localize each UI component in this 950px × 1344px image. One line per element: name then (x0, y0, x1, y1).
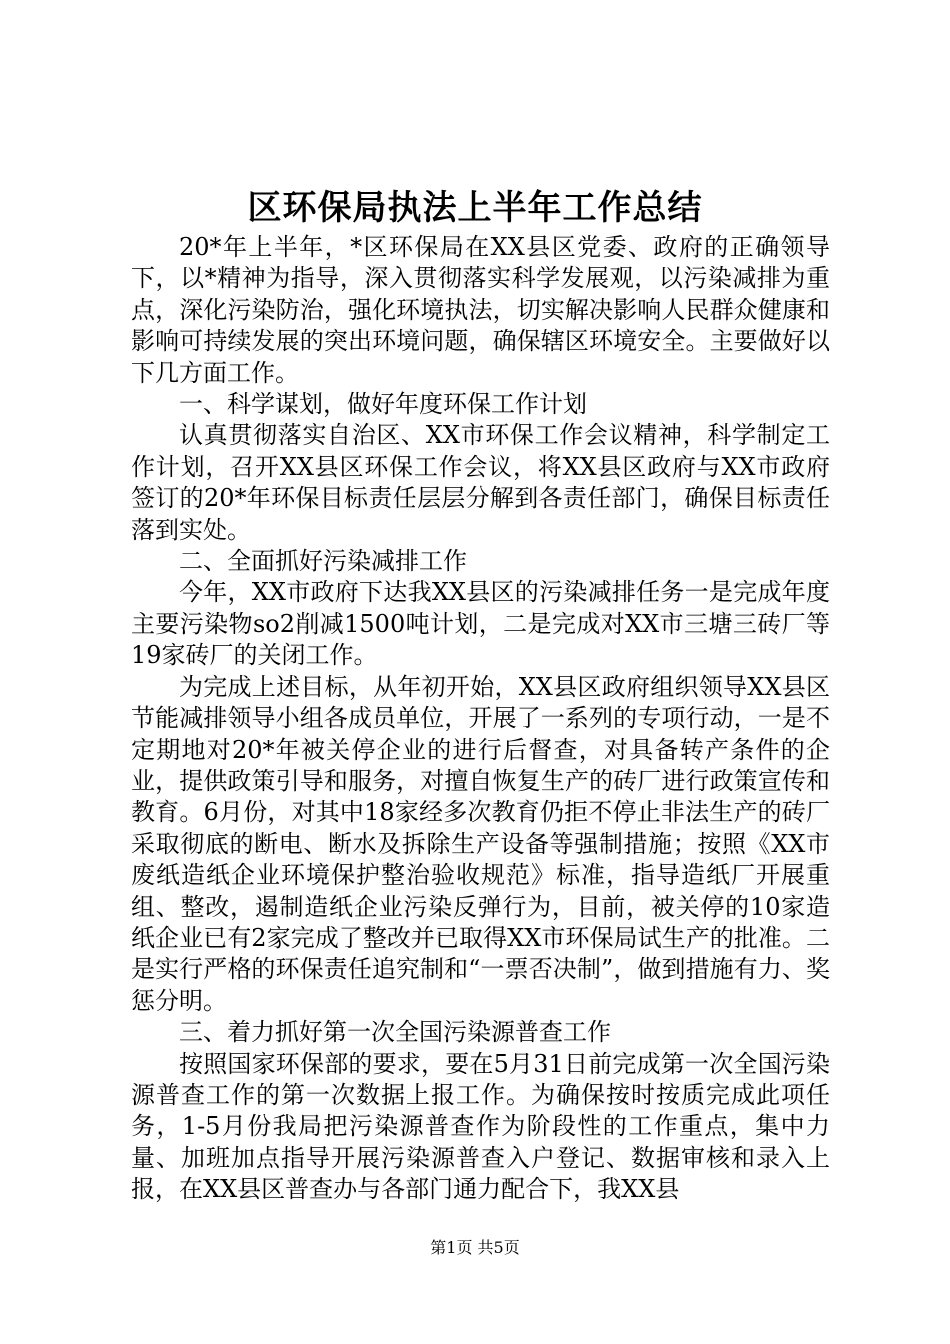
section-heading-2: 二、全面抓好污染减排工作 (179, 547, 467, 576)
section-heading-3: 三、着力抓好第一次全国污染源普查工作 (179, 1018, 611, 1047)
paragraph-intro: 20*年上半年，*区环保局在XX县区党委、政府的正确领导下，以*精神为指导，深入贯彻落实科学发展观，以污染减排为重点，深化污染防治，强化环境执法，切实解决影响人民群众健康和影响可持续发展的突出环境问题，确保辖区环境安全。主要做好以下几方面工作。 (131, 233, 830, 387)
paragraph: 按照国家环保部的要求，要在5月31日前完成第一次全国污染源普查工作的第一次数据上报工作。为确保按时按质完成此项任务，1-5月份我局把污染源普查作为阶段性的工作重点，集中力量、加班加点指导开展污染源普查入户登记、数据审核和录入上报，在XX县区普查办与各部门通力配合下，我XX县 (131, 1049, 830, 1204)
paragraph: 认真贯彻落实自治区、XX市环保工作会议精神，科学制定工作计划，召开XX县区环保工作会议，将XX县区政府与XX市政府签订的20*年环保目标责任层层分解到各责任部门，确保目标责任落到实处。 (131, 421, 830, 544)
document-title: 区环保局执法上半年工作总结 (247, 188, 703, 228)
paragraph: 今年，XX市政府下达我XX县区的污染减排任务一是完成年度主要污染物so2削减1500吨计划，二是完成对XX市三塘三砖厂等19家砖厂的关闭工作。 (131, 578, 830, 670)
document-body (131, 232, 830, 1206)
section-heading-1: 一、科学谋划，做好年度环保工作计划 (179, 390, 587, 419)
page-footer: 第1页 共5页 (430, 1238, 520, 1257)
paragraph: 为完成上述目标，从年初开始，XX县区政府组织领导XX县区节能减排领导小组各成员单位，开展了一系列的专项行动，一是不定期地对20*年被关停企业的进行后督查，对具备转产条件的企业，提供政策引导和服务，对擅自恢复生产的砖厂进行政策宣传和教育。6月份，对其中18家经多次教育仍拒不停止非法生产的砖厂采取彻底的断电、断水及拆除生产设备等强制措施；按照《XX市废纸造纸企业环境保护整治验收规范》标准，指导造纸厂开展重组、整改，遏制造纸企业污染反弹行为，目前，被关停的10家造纸企业已有2家完成了整改并已取得XX市环保局试生产的批准。二是实行严格的环保责任追究制和“一票否决制”，做到措施有力、奖惩分明。 (131, 672, 830, 1015)
